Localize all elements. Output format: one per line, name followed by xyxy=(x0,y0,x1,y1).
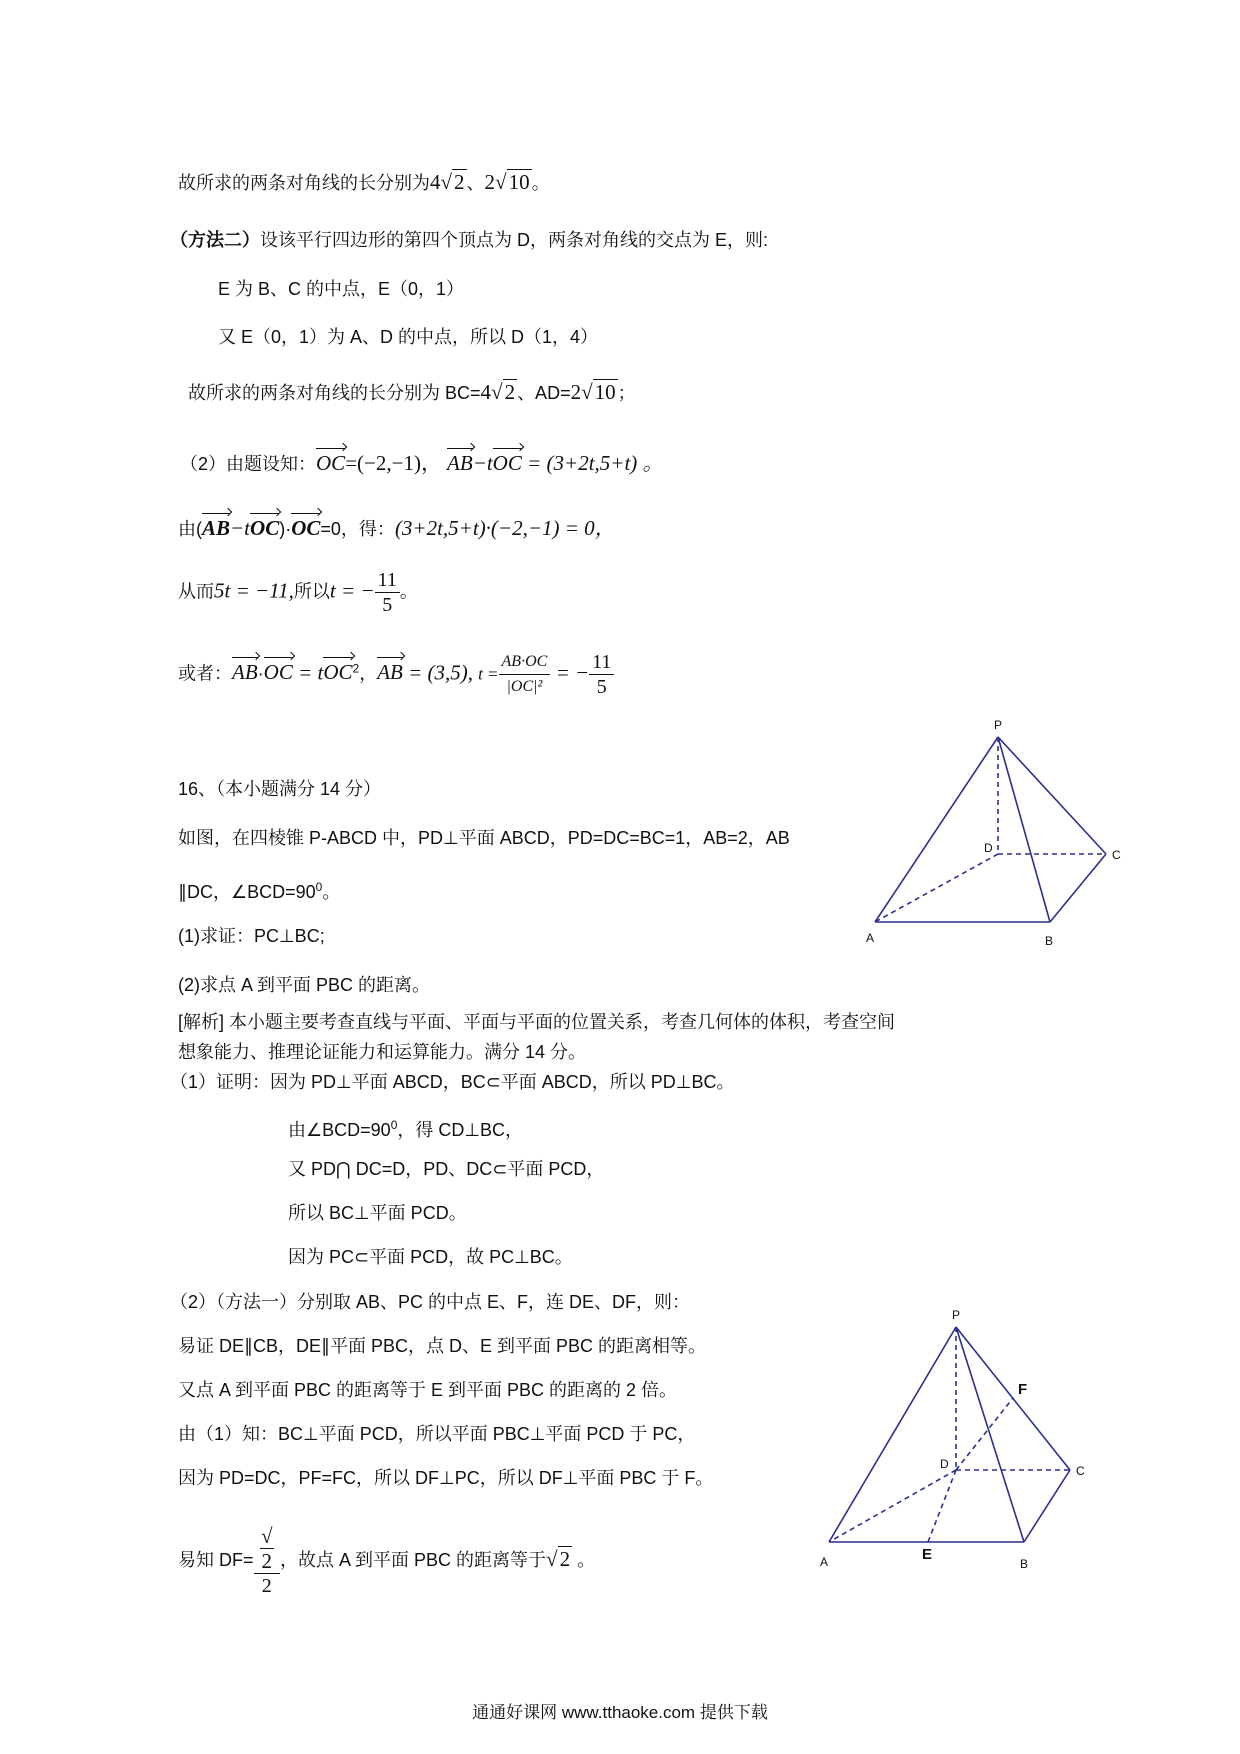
label-p: P xyxy=(952,1308,961,1322)
label-d: D xyxy=(940,1457,949,1471)
method-one-e: 因为 PD=DC，PF=FC，所以 DF⊥PC，所以 DF⊥平面 PBC 于 F。 xyxy=(178,1468,714,1488)
label-c: C xyxy=(1076,1464,1085,1478)
label-a: A xyxy=(866,931,875,945)
analysis-a: [解析] 本小题主要考查直线与平面、平面与平面的位置关系，考查几何体的体积，考查空间 xyxy=(178,1012,895,1032)
method-one-c: 又点 A 到平面 PBC 的距离等于 E 到平面 PBC 的距离的 2 倍。 xyxy=(178,1380,678,1400)
part-two-given: （2）由题设知：OC=(−2,−1)， AB−tOC = (3+2t,5+t) 。 xyxy=(180,445,664,476)
method-two-result: 故所求的两条对角线的长分别为 BC=4√2 、AD=2√10 ； xyxy=(188,380,636,404)
label-p: P xyxy=(994,718,1003,732)
question-16-title: 16、（本小题满分 14 分） xyxy=(178,779,382,799)
method-one-a: （2）（方法一）分别取 AB、PC 的中点 E、F，连 DE、DF，则： xyxy=(170,1292,691,1312)
pyramid-figure-2 xyxy=(812,1305,1102,1575)
question-16-text-b: ∥DC，$\angle BCD=90^0$。 xyxy=(178,880,341,902)
method-two-e: E 为 B、C 的中点，E（0，1） xyxy=(218,279,465,299)
question-16-part-1: (1)求证：PC⊥BC; xyxy=(178,926,325,946)
proof-1a: 由$\angle BCD=90^0$，得 CD⊥BC， xyxy=(288,1118,524,1140)
t-solution: 从而5t = −11,所以t = − $\frac{11}{5}$ 。 xyxy=(178,569,418,616)
label-b: B xyxy=(1020,1557,1029,1571)
question-16-part-2: (2)求点 A 到平面 PBC 的距离。 xyxy=(178,975,431,995)
label-d: D xyxy=(984,841,993,855)
proof-1: （1）证明：因为 PD⊥平面 ABCD，BC⊂平面 ABCD，所以 PD⊥BC。 xyxy=(170,1072,735,1092)
method-two-line: （方法二）设该平行四边形的第四个顶点为 D，两条对角线的交点为 E，则: xyxy=(170,230,769,250)
label-c: C xyxy=(1112,848,1121,862)
proof-1b: 又 PD⋂ DC=D，PD、DC⊂平面 PCD， xyxy=(288,1159,605,1179)
alternative-solution: 或者：AB·OC = tOC$^2$，AB = (3,5), t = $\frac{AB\cdot OC}{\text{|OC|²}}$ = − $\frac{11}{5}$ xyxy=(178,650,614,699)
label-f: F xyxy=(1018,1381,1028,1398)
page-footer: 通通好课网 www.tthaoke.com 提供下载 xyxy=(472,1703,768,1722)
label-a: A xyxy=(820,1555,829,1569)
pyramid-figure-1 xyxy=(860,715,1130,960)
question-16-text-a: 如图，在四棱锥 P-ABCD 中，PD⊥平面 ABCD，PD=DC=BC=1，AB=2，AB xyxy=(178,828,790,848)
label-e: E xyxy=(922,1546,933,1563)
method-two-d: 又 E（0，1）为 A、D 的中点，所以 D（1，4） xyxy=(218,327,599,347)
diagonal-lengths-line: 故所求的两条对角线的长分别为4√2 、2√10 。 xyxy=(178,170,550,194)
proof-1d: 因为 PC⊂平面 PCD，故 PC⊥BC。 xyxy=(288,1247,573,1267)
label-b: B xyxy=(1045,934,1054,948)
analysis-b: 想象能力、推理论证能力和运算能力。满分 14 分。 xyxy=(178,1042,587,1062)
method-one-b: 易证 DE∥CB，DE∥平面 PBC，点 D、E 到平面 PBC 的距离相等。 xyxy=(178,1336,707,1356)
dot-product-equation: 由(AB−tOC)·OC=0，得：(3+2t,5+t)·(−2,−1) = 0， xyxy=(178,510,616,541)
proof-1c: 所以 BC⊥平面 PCD。 xyxy=(288,1203,467,1223)
method-one-result: 易知 DF= √ 2 2 ，故点 A 到平面 PBC 的距离等于√2 。 xyxy=(178,1524,596,1597)
method-one-d: 由（1）知：BC⊥平面 PCD，所以平面 PBC⊥平面 PCD 于 PC， xyxy=(178,1424,696,1444)
